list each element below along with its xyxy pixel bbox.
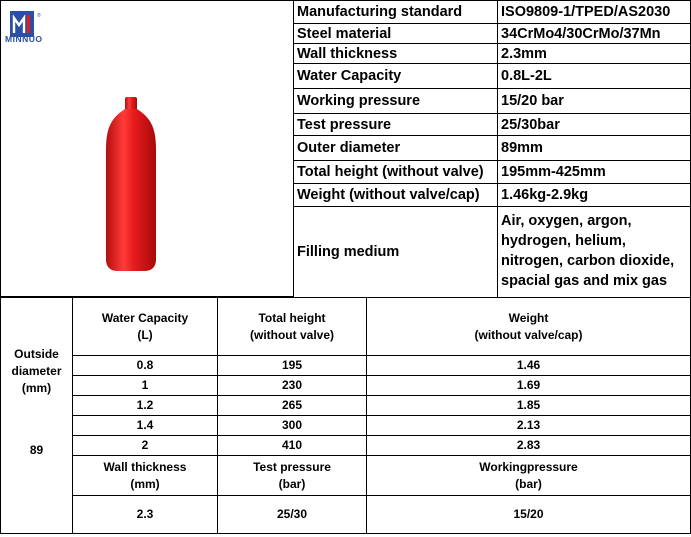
header-height: [218, 298, 367, 356]
spec-value: 1.46kg-2.9kg: [498, 184, 691, 207]
spec-label: Manufacturing standard: [294, 1, 498, 24]
wall-thickness-value: 2.3: [73, 496, 218, 534]
spec-row: [294, 44, 691, 64]
outside-diameter-label: diameter: [11, 364, 62, 378]
header-line: (L): [137, 327, 153, 342]
red-gas-cylinder-image: [101, 91, 161, 276]
header-weight: [367, 298, 691, 356]
height-cell: 195: [218, 356, 367, 376]
spec-label: Wall thickness: [294, 44, 498, 64]
filling-line: Air, oxygen, argon,: [501, 213, 632, 229]
brand-name: MINNUO: [5, 34, 43, 44]
spec-value: 195mm-425mm: [498, 161, 691, 184]
spec-value: ISO9809-1/TPED/AS2030: [498, 1, 691, 24]
height-cell: 300: [218, 416, 367, 436]
filling-value: [498, 207, 691, 298]
outside-diameter-value: 89: [29, 443, 44, 457]
spec-label: Steel material: [294, 24, 498, 44]
outside-diameter-label: Outside: [14, 347, 59, 361]
outside-diameter-label: (mm): [21, 381, 52, 395]
spec-table: [293, 0, 691, 298]
filling-line: nitrogen, carbon dioxide,: [501, 253, 675, 269]
table-header-row: [1, 298, 691, 356]
table-row: [1, 416, 691, 436]
capacity-cell: 1.4: [73, 416, 218, 436]
weight-cell: 1.85: [367, 396, 691, 416]
header-working-pressure: [367, 456, 691, 496]
spec-value: 15/20 bar: [498, 89, 691, 114]
header-line: Weight: [508, 310, 549, 325]
header-line: Wall thickness: [103, 459, 187, 474]
capacity-cell: 1.2: [73, 396, 218, 416]
spec-row: [294, 184, 691, 207]
capacity-cell: 1: [73, 376, 218, 396]
weight-cell: 1.69: [367, 376, 691, 396]
svg-text:®: ®: [37, 13, 41, 19]
table-row: [1, 376, 691, 396]
table-row: [1, 356, 691, 376]
height-cell: 410: [218, 436, 367, 456]
spec-label: Outer diameter: [294, 136, 498, 161]
product-photo-cell: [0, 0, 293, 297]
weight-cell: 2.83: [367, 436, 691, 456]
header-line: Test pressure: [253, 459, 331, 474]
table-row: [1, 396, 691, 416]
spec-row: [294, 89, 691, 114]
spec-label: Working pressure: [294, 89, 498, 114]
height-cell: 230: [218, 376, 367, 396]
capacity-cell: 2: [73, 436, 218, 456]
header-line: (without valve/cap): [474, 327, 583, 342]
outside-diameter-cell: [1, 298, 73, 534]
spec-label: Test pressure: [294, 114, 498, 136]
header-line: (without valve): [249, 327, 334, 342]
working-pressure-value: 15/20: [367, 496, 691, 534]
header-line: (bar): [278, 476, 306, 491]
spec-value: 89mm: [498, 136, 691, 161]
test-pressure-value: 25/30: [218, 496, 367, 534]
spec-row: [294, 161, 691, 184]
header-wall-thickness: [73, 456, 218, 496]
capacity-table: [0, 297, 691, 534]
header-line: Total height: [258, 310, 326, 325]
spec-row: [294, 24, 691, 44]
spec-label: Total height (without valve): [294, 161, 498, 184]
spec-row: [294, 136, 691, 161]
filling-label: Filling medium: [294, 207, 498, 298]
spec-value: 2.3mm: [498, 44, 691, 64]
header-line: Water Capacity: [101, 310, 189, 325]
height-cell: 265: [218, 396, 367, 416]
footer-header-row: [1, 456, 691, 496]
capacity-cell: 0.8: [73, 356, 218, 376]
spec-row-filling: [294, 207, 691, 298]
spec-value: 34CrMo4/30CrMo/37Mn: [498, 24, 691, 44]
spec-label: Weight (without valve/cap): [294, 184, 498, 207]
header-test-pressure: [218, 456, 367, 496]
spec-label: Water Capacity: [294, 64, 498, 89]
footer-value-row: [1, 496, 691, 534]
spec-value: 25/30bar: [498, 114, 691, 136]
weight-cell: 1.46: [367, 356, 691, 376]
filling-line: spacial gas and mix gas: [501, 273, 668, 289]
weight-cell: 2.13: [367, 416, 691, 436]
header-line: Workingpressure: [479, 459, 578, 474]
table-row: [1, 436, 691, 456]
filling-line: hydrogen, helium,: [501, 233, 626, 249]
spec-row: [294, 64, 691, 89]
header-line: (mm): [130, 476, 160, 491]
header-capacity: [73, 298, 218, 356]
spec-row: [294, 1, 691, 24]
spec-value: 0.8L-2L: [498, 64, 691, 89]
header-line: (bar): [515, 476, 542, 491]
spec-row: [294, 114, 691, 136]
